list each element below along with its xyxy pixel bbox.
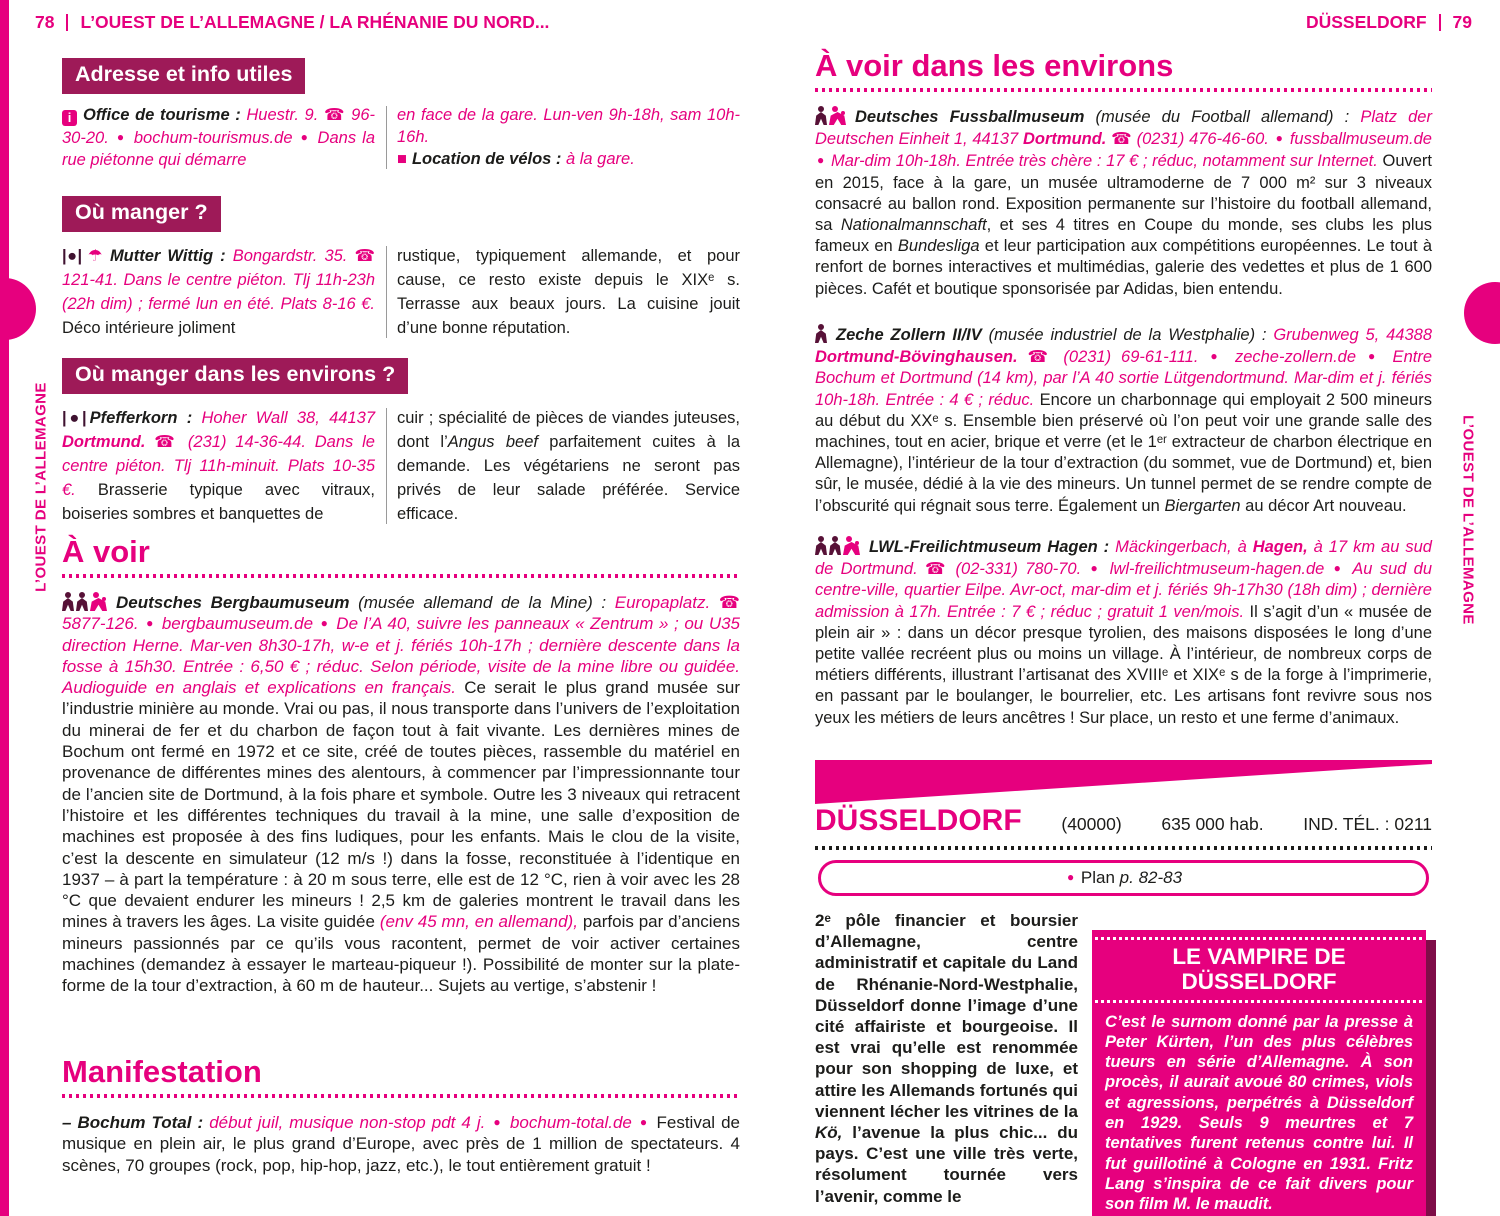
dotted-rule-white	[1095, 937, 1423, 940]
plan-reference-box	[818, 860, 1429, 896]
bullet-icon: ●	[116, 130, 126, 144]
entry-text: – Bochum Total : début juil, musique non-stop pdt 4 j. ● bochum-total.de ● Festival de musique en plein air, le plus grand d’Europe, avec près de 1 million de spectateurs. 4 scènes, 70 groupes (rock, pop, hip-hop, jazz, etc.), le tout entièrement gratuit !	[62, 1113, 740, 1175]
city-population: 635 000 hab.	[1161, 814, 1264, 834]
left-edge-stripe	[0, 0, 9, 1216]
adresse-col2: en face de la gare. Lun-ven 9h-18h, sam 10h-16h. ■ Location de vélos : à la gare.	[397, 106, 740, 168]
page-79-header	[1306, 12, 1472, 33]
left-side-label: L’OUEST DE L’ALLEMAGNE	[32, 382, 50, 592]
city-postal-code: (40000)	[1061, 814, 1122, 834]
entry-bochum-total	[62, 1112, 740, 1176]
resto-icon: |●|	[62, 247, 81, 265]
running-title: L’OUEST DE L’ALLEMAGNE / LA RHÉNANIE DU NORD...	[80, 12, 550, 32]
phone-icon: ☎	[323, 106, 346, 124]
mutter-wittig-col1: |●| ☂ Mutter Wittig : Bongardstr. 35. ☎ 121-41. Dans le centre piéton. Tlj 11h-23h (22h dim) ; fermé lun en été. Plats 8-16 €. Déco intérieure joliment	[62, 247, 376, 337]
plan-reference-text: ● Plan p. 82-83	[1066, 868, 1183, 887]
dotted-rule-dark	[815, 846, 1432, 850]
city-name: DÜSSELDORF	[815, 804, 1022, 837]
phone-icon: ☎	[154, 433, 180, 451]
running-title: DÜSSELDORF	[1305, 12, 1427, 32]
family-icon	[843, 536, 860, 555]
phone-icon: ☎	[1111, 130, 1132, 149]
bullet-icon: ●	[1066, 870, 1075, 884]
interest-pictos	[815, 326, 829, 344]
bullet-icon: ●	[1275, 131, 1284, 146]
vampire-box-title: LE VAMPIRE DE DÜSSELDORF	[1172, 944, 1346, 994]
city-banner-wedge	[815, 760, 1432, 804]
right-thumb-tab	[1464, 282, 1500, 344]
column-divider	[386, 246, 387, 338]
phone-icon: ☎	[718, 593, 740, 612]
person-icon	[815, 324, 827, 343]
dotted-rule	[815, 88, 1432, 92]
interest-pictos	[62, 593, 109, 612]
person-icon	[829, 536, 841, 555]
vampire-box	[1092, 930, 1426, 1216]
bike-icon: ■	[397, 150, 407, 168]
bullet-icon: ●	[639, 1115, 649, 1129]
ou-manger-body	[62, 244, 740, 340]
resto-icon: |●|	[62, 409, 85, 427]
right-side-label: L’OUEST DE L’ALLEMAGNE	[1459, 415, 1477, 625]
city-intro-paragraph: 2ᵉ pôle financier et boursier d’Allemagne, centre administratif et capitale du Land de Rhénanie-Nord-Westphalie, Düsseldorf donne l’image d’une cité affairiste et bourgeoise. Il est vrai qu’elle est renommée pour son shopping de luxe, et attire les Allemands fortunés qui viennent lécher les vitrines de la Kö, l’avenue la plus chic... du pays. C’est une ville très verte, résolument tournée vers l’avenir, comme le	[815, 911, 1078, 1206]
a-voir-environs-title: À voir dans les environs	[815, 48, 1174, 83]
dotted-rule	[62, 1094, 740, 1098]
entry-lwl-freilichtmuseum	[815, 536, 1432, 729]
bullet-icon: ●	[817, 153, 825, 168]
section-bar-adresse: Adresse et info utiles	[62, 58, 305, 94]
umbrella-icon: ☂	[85, 247, 105, 265]
bullet-icon: ●	[1333, 561, 1344, 576]
page-number: 78	[35, 12, 55, 32]
adresse-body	[62, 104, 740, 171]
a-voir-title: À voir	[62, 534, 150, 569]
manifestation-heading	[62, 1056, 740, 1098]
entry-bergbaumuseum	[62, 592, 740, 997]
bullet-icon: ●	[493, 1115, 502, 1129]
city-title-row	[815, 806, 1432, 836]
bullet-icon: ●	[300, 130, 310, 144]
manifestation-title: Manifestation	[62, 1054, 262, 1089]
bullet-icon: ●	[1210, 349, 1223, 364]
person-icon	[815, 106, 827, 125]
a-voir-heading	[62, 536, 740, 578]
family-icon	[829, 106, 846, 125]
mutter-wittig-col2: rustique, typiquement allemande, et pour cause, ce resto existe depuis le XIXᵉ s. Terrasse aux beaux jours. La cuisine jouit d’une bonne réputation.	[397, 247, 740, 337]
city-phone-index: IND. TÉL. : 0211	[1303, 814, 1432, 834]
entry-fussballmuseum	[815, 106, 1432, 300]
bullet-icon: ●	[320, 616, 329, 631]
person-icon	[76, 592, 88, 611]
entry-zeche-zollern	[815, 324, 1432, 517]
left-thumb-tab	[0, 278, 36, 340]
section-bar-manger-environs: Où manger dans les environs ?	[62, 358, 408, 394]
person-icon	[815, 536, 827, 555]
person-icon	[62, 592, 74, 611]
pfefferkorn-col1: |●| Pfefferkorn : Hoher Wall 38, 44137 Dortmund. ☎ (231) 14-36-44. Dans le centre piéton. Tlj 11h-minuit. Plats 10-35 €. Brasserie typique avec vitraux, boiseries sombres et banquettes de	[62, 409, 376, 523]
interest-pictos	[815, 108, 848, 126]
bullet-icon: ●	[1090, 561, 1101, 576]
entry-text: LWL-Freilichtmuseum Hagen : Mäckingerbach, à Hagen, à 17 km au sud de Dortmund. ☎ (02-331) 780-70. ● lwl-freilichtmuseum-hagen.de ● Au sud du centre-ville, quartier Eilpe. Avr-oct, mar-dim et j. fériés 9h-17h30 (18h dim) ; dernière admission à 17h. Entrée : 7 € ; réduc ; gratuit 1 ven/mois. Il s’agit d’un « musée de plein air » : dans un décor presque tyrolien, des maisons disposées le long d’une petite vallée recréent plus ou moins un village. À l’intérieur, de nombreux corps de métiers différents, illustrant l’artisanat des XVIIIᵉ et XIXᵉ s de la forge à l’imprimerie, en passant par le boulanger, le bourrelier, etc. Les artisans font revivre sous nos yeux les métiers de leurs ancêtres ! Sur place, un resto et une ferme d’animaux.	[815, 538, 1433, 727]
adresse-col1: i Office de tourisme : Huestr. 9. ☎ 96-30-20. ● bochum-tourismus.de ● Dans la rue piétonne qui démarre	[62, 106, 376, 169]
entry-text: Deutsches Fussballmuseum (musée du Football allemand) : Platz der Deutschen Einheit 1, 44137 Dortmund. ☎ (0231) 476-46-60. ● fussballmuseum.de ● Mar-dim 10h-18h. Entrée très chère : 17 € ; réduc, notamment sur Internet. Ouvert en 2015, face à la gare, un musée ultramoderne de 7 000 m² sur 3 niveaux consacré au ballon rond. Exposition permanente sur l’histoire du football allemand, sa Nationalmannschaft, et ses 4 titres en Coupe du monde, ses clubs les plus fameux en Bundesliga et leur participation aux compétitions européennes. Le tout à renfort de bornes interactives et multimédias, galerie des vedettes et plus de 1 600 pièces. Cafét et boutique sponsorisée par Adidas, bien entendu.	[815, 108, 1433, 298]
page-number: 79	[1452, 12, 1472, 32]
page-78	[35, 0, 741, 1216]
bullet-icon: ●	[146, 616, 155, 631]
info-icon: i	[62, 110, 77, 126]
phone-icon: ☎	[354, 247, 376, 265]
dotted-rule	[62, 574, 740, 578]
page-78-header	[35, 12, 549, 33]
header-rule	[66, 14, 68, 31]
column-divider	[386, 106, 387, 169]
pfefferkorn-col2: cuir ; spécialité de pièces de viandes juteuses, dont l’Angus beef parfaitement cuites à la demande. Les végétariens ne seront pas privés de leur salade préférée. Service efficace.	[397, 409, 740, 523]
header-rule	[1439, 14, 1441, 31]
manger-environs-body	[62, 406, 740, 526]
section-bar-ou-manger: Où manger ?	[62, 196, 221, 232]
vampire-box-text: C’est le surnom donné par la presse à Peter Kürten, l’un des plus célèbres tueurs en série d’Allemagne. À son procès, il aurait avoué 80 crimes, viols et agressions, perpétrés à Düsseldorf en 1929. Seuls 9 meurtres et 7 tentatives furent retenus contre lui. Il fut guillotiné à Cologne en 1931. Fritz Lang s’inspira de ce fait divers pour son film M. le maudit.	[1105, 1012, 1413, 1214]
entry-text: Deutsches Bergbaumuseum (musée allemand de la Mine) : Europaplatz. ☎ 5877-126. ● bergbaumuseum.de ● De l’A 40, suivre les panneaux « Zentrum » ; ou U35 direction Herne. Mar-ven 8h30-17h, w-e et j. fériés 10h-17h ; dernière descente dans la fosse à 15h30. Entrée : 6,50 € ; réduc. Selon période, visite de la mine libre ou guidée. Audioguide en anglais et explications en français. Ce serait le plus grand musée sur l’industrie minière au monde. Vrai ou pas, il nous transporte dans l’univers de l’exploitation du minerai de fer et du charbon de façon tout à fait vivante. Les dernières mines de Bochum ont fermé en 1972 et ce site, créé de toutes pièces, rassemble du matériel en provenance de différentes mines des alentours, à commencer par l’impressionnante tour de l’ancien site de Dortmund, à la fois phare et symbole. Outre les 3 niveaux qui retracent l’histoire et les différentes techniques du travail à la mine, une salle d’exposition de machines est proposée à des fins ludiques, pour les enfants. Mais le clou de la visite, c’est la descente en simulateur (12 m/s !) dans la fosse, reconstituée à l’identique en 1937 – à part la température : à 20 m sous terre, elle est de 12 °C, rien à voir avec les 28 °C que devaient endurer les mineurs ! 2,5 km de galeries montrent le travail dans les mines à travers les âges. La visite guidée (env 45 mn, en allemand), parfois par d’anciens mineurs passionnés par ce qu’ils vous racontent, permet de voir activer certaines machines (demandez à essayer le marteau-piqueur !). Possibilité de monter sur la plate-forme de la tour d’extraction, à 60 m de hauteur... Sujets au vertige, s’abstenir !	[62, 593, 741, 996]
phone-icon: ☎	[924, 560, 949, 579]
phone-icon: ☎	[1027, 348, 1054, 367]
dotted-rule-white	[1095, 1000, 1423, 1003]
family-icon	[90, 592, 107, 611]
interest-pictos	[815, 538, 862, 556]
bullet-icon: ●	[1367, 349, 1381, 364]
column-divider	[386, 408, 387, 524]
entry-text: Zeche Zollern II/IV (musée industriel de la Westphalie) : Grubenweg 5, 44388 Dortmund-Bövinghausen. ☎ (0231) 69-61-111. ● zeche-zollern.de ● Entre Bochum et Dortmund (14 km), par l’A 40 sortie Lütgendortmund. Mar-dim et j. fériés 10h-18h. Entrée : 4 € ; réduc. Encore un charbonnage qui employait 2 500 mineurs au début du XXᵉ s. Ensemble bien préservé où l’on peut voir une grande salle des machines, tout en acier, brique et verre (et le 1ᵉʳ extracteur de charbon électrique en Allemagne), l’intérieur de la tour d’extraction (du sommet, vue de Dortmund) et, bien sûr, le musée, dédié à la vie des mineurs. Un tunnel permet de se rendre compte de l’obscurité qui régnait sous terre. Également un Biergarten au décor Art nouveau.	[815, 326, 1432, 515]
a-voir-environs-heading	[815, 50, 1432, 92]
